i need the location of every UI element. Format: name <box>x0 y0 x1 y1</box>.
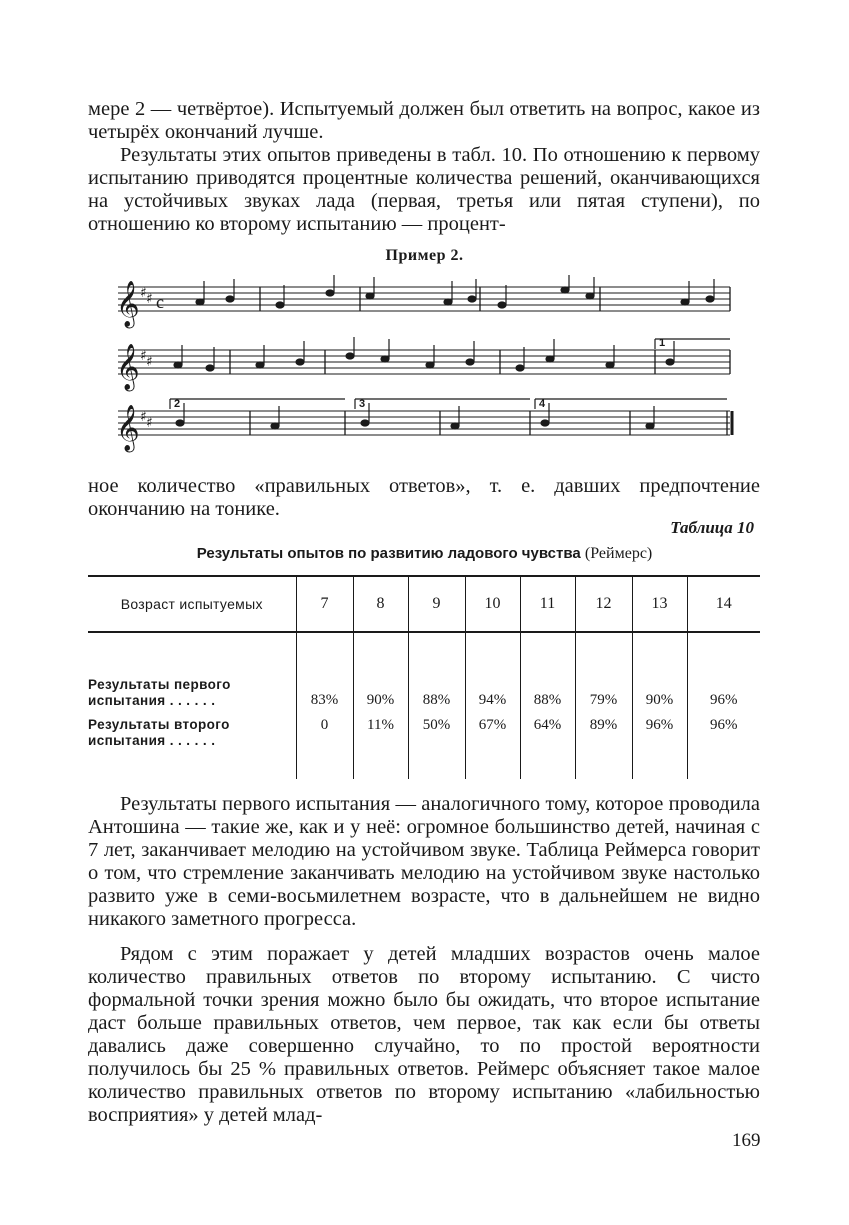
bar-lines <box>230 287 732 435</box>
svg-text:𝄞: 𝄞 <box>116 344 140 390</box>
age-7: 7 <box>296 576 353 632</box>
cell-first-12: 79% <box>575 659 632 713</box>
cell-first-14: 96% <box>687 659 760 713</box>
notes <box>174 275 714 429</box>
page-number: 169 <box>732 1130 761 1151</box>
cell-first-8: 90% <box>353 659 408 713</box>
volta-label-3: 3 <box>359 398 366 410</box>
cell-second-10: 67% <box>465 713 520 761</box>
cell-second-12: 89% <box>575 713 632 761</box>
header-age-label: Возраст испытуемых <box>88 576 296 632</box>
volta-label-4: 4 <box>539 398 546 410</box>
table-row-second-test <box>88 713 760 761</box>
svg-text:♯: ♯ <box>140 285 147 301</box>
svg-text:♯: ♯ <box>140 348 147 364</box>
table-tail <box>88 761 760 779</box>
age-8: 8 <box>353 576 408 632</box>
cell-second-11: 64% <box>520 713 575 761</box>
table-spacer <box>88 632 760 659</box>
cell-first-10: 94% <box>465 659 520 713</box>
row-label-first-test: Результаты первого испытания . . . . . . <box>88 677 231 708</box>
svg-text:♯: ♯ <box>140 409 147 425</box>
cell-second-8: 11% <box>353 713 408 761</box>
table-number: Таблица 10 <box>670 518 754 537</box>
music-notation-example <box>110 275 735 453</box>
age-11: 11 <box>520 576 575 632</box>
row-label-second-test: Результаты второго испытания . . . . . . <box>88 717 230 748</box>
cell-first-13: 90% <box>632 659 687 713</box>
age-14: 14 <box>687 576 760 632</box>
paragraph-1: мере 2 — четвёртое). Испытуемый должен был ответить на вопрос, какое из четырёх окончаний лучше. <box>88 98 760 143</box>
age-13: 13 <box>632 576 687 632</box>
age-9: 9 <box>408 576 465 632</box>
svg-text:♯: ♯ <box>146 291 153 307</box>
table-header-row <box>88 576 760 632</box>
cell-first-7: 83% <box>296 659 353 713</box>
table-title-author: (Реймерс) <box>584 545 653 562</box>
paragraph-2: Результаты этих опытов приведены в табл. 10. По отношению к первому испытанию приводятся процентные количества решений, оканчивающихся на устойчивых звуках лада (первая, третья или пятая ступени), по отношению ко второму испытанию — процент- <box>88 144 760 235</box>
clefs <box>116 281 164 453</box>
svg-text:𝄞: 𝄞 <box>116 281 140 327</box>
cell-first-11: 88% <box>520 659 575 713</box>
cell-first-9: 88% <box>408 659 465 713</box>
svg-text:c: c <box>156 292 164 312</box>
paragraph-5: Рядом с этим поражает у детей младших возрастов очень малое количество правильных ответов по второму испытанию. С чисто формальной точки зрения можно было бы ожидать, что второе испытание даст больше правильных ответов, чем первое, так как если бы ответы давались даже совершенно случайно, то по простой вероятности получилось бы 25 % правильных ответов. Реймерс объясняет такое малое количество правильных ответов по второму испытанию «лабильностью восприятия» у детей млад- <box>88 943 760 1126</box>
cell-second-7: 0 <box>296 713 353 761</box>
paragraph-4: Результаты первого испытания — аналогичного тому, которое проводила Антошина — такие же, как и у неё: огромное большинство детей, начиная с 7 лет, заканчивает мелодию на устойчивом звуке. Таблица Реймерса говорит о том, что стремление заканчивать мелодию на устойчивом звуке настолько развито уже в семи-восьмилетнем возрасте, что в дальнейшем не видно никакого заметного прогресса. <box>88 793 760 930</box>
age-12: 12 <box>575 576 632 632</box>
staff-lines <box>118 287 730 435</box>
volta-label-1: 1 <box>659 337 666 349</box>
cell-second-13: 96% <box>632 713 687 761</box>
cell-second-14: 96% <box>687 713 760 761</box>
results-table <box>88 575 760 779</box>
paragraph-3: ное количество «правильных ответов», т. е. давших предпочтение окончанию на тонике. <box>88 475 760 520</box>
age-10: 10 <box>465 576 520 632</box>
table-title <box>0 545 849 563</box>
volta-label-2: 2 <box>174 398 181 410</box>
example-caption: Пример 2. <box>385 247 464 264</box>
svg-text:𝄞: 𝄞 <box>116 405 140 451</box>
table-title-main: Результаты опытов по развитию ладового чувства <box>196 545 581 562</box>
svg-text:♯: ♯ <box>146 354 153 370</box>
cell-second-9: 50% <box>408 713 465 761</box>
svg-text:♯: ♯ <box>146 415 153 431</box>
table-row-first-test <box>88 659 760 713</box>
